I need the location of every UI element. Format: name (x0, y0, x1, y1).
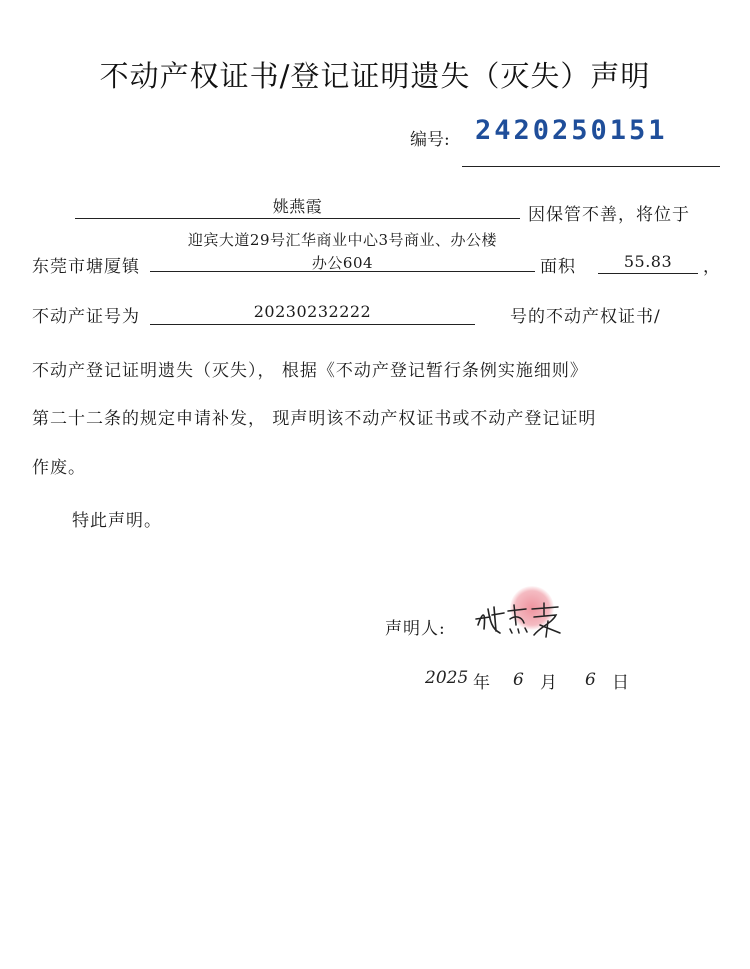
address-underline (150, 271, 535, 272)
serial-label: 编号: (410, 130, 450, 150)
area-value: 55.83 (623, 252, 673, 271)
address-line2: 办公604 (311, 254, 374, 272)
area-label: 面积 (540, 257, 576, 277)
date-day: 6 (585, 670, 596, 690)
certificate-label: 不动产证号为 (32, 307, 140, 327)
certificate-underline (150, 324, 475, 325)
signature-label: 声明人: (385, 619, 446, 639)
document-title: 不动产权证书/登记证明遗失（灭失）声明 (99, 59, 651, 93)
declarant-underline (75, 218, 520, 219)
certificate-number: 20230232222 (253, 302, 372, 321)
serial-underline (462, 166, 720, 167)
date-month-unit: 月 (540, 673, 558, 693)
location-prefix: 东莞市塘厦镇 (32, 257, 140, 277)
declarant-name-field: 姚燕霞 (272, 197, 323, 216)
date-year-unit: 年 (473, 673, 491, 693)
closing-statement: 特此声明。 (72, 511, 162, 531)
serial-number: 2420250151 (475, 115, 668, 146)
body-line-3: 作废。 (32, 458, 86, 478)
certificate-suffix: 号的不动产权证书/ (510, 307, 661, 327)
line1-suffix: 因保管不善，将位于 (528, 205, 690, 225)
date-day-unit: 日 (612, 673, 630, 693)
area-suffix: ， (703, 257, 721, 277)
date-year: 2025 (425, 668, 469, 688)
body-line-2: 第二十二条的规定申请补发， 现声明该不动产权证书或不动产登记证明 (32, 409, 597, 429)
area-underline (598, 273, 698, 274)
date-month: 6 (513, 670, 524, 690)
address-line1: 迎宾大道29号汇华商业中心3号商业、办公楼 (187, 231, 498, 249)
body-line-1: 不动产登记证明遗失（灭失）， 根据《不动产登记暂行条例实施细则》 (32, 361, 588, 381)
handwritten-signature (470, 595, 570, 645)
